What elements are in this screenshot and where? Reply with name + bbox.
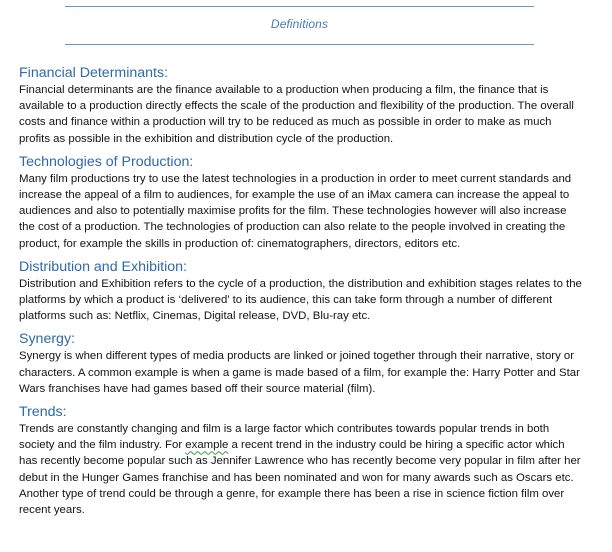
section-heading: Synergy: [19,331,75,348]
document-body [19,64,585,524]
section-paragraph: Distribution and Exhibition refers to the cycle of a production, the distribution and exhibition stages relates to the platforms by which a product is ‘delivered’ to its audience, this can take form through a number of different platforms such as: Netflix, Cinemas, Digital release, DVD, Blu-ray etc. [19,277,582,323]
section-heading: Distribution and Exhibition: [19,258,187,275]
section-trends [19,403,585,518]
title-block [65,6,534,45]
section-heading: Financial Determinants: [19,65,169,81]
section-paragraph: Financial determinants are the finance available to a production when producing a film, the finance that is available to a production directly effects the scale of the production and flexibility of the production. The overall costs and finance within a production will try to be reduced as much as possible in order to make as much profits as possible in the exhibition and distribution cycle of the production. [19,84,574,145]
section-technologies-of-production [19,153,585,252]
section-heading: Technologies of Production: [19,153,194,170]
section-paragraph: Synergy is when different types of media products are linked or joined together through their narrative, story or characters. A common example is when a game is made based of a film, for example the: Harry Potter and Star Wars franchises have had games based off their source material (film). [19,350,580,395]
section-paragraph [19,421,585,518]
section-synergy [19,330,585,397]
paragraph-text: a recent trend in the industry could be hiring a specific actor which has recently become popular such as Jennifer Lawrence who has recently become very popular in film after her debut in the Hunger Games franchise and has been nominated and won for many awards such as Oscars etc. Another type of trend could be through a genre, for example there has been a rise in science fiction film over recent years. [19,439,581,517]
page-title: Definitions [270,17,329,31]
spelling-flagged-word[interactable]: example [185,439,229,452]
section-financial-determinants [19,64,585,147]
section-heading: Trends: [19,404,67,421]
section-distribution-and-exhibition [19,258,585,325]
section-paragraph: Many film productions try to use the latest technologies in a production in order to meet current standards and increase the appeal of a film to audiences, for example the use of an iMax camera can increase the appeal to audiences and also to potentially maximise profits for the film. These technologies however will also increase the cost of a production. The technologies of production can also relate to the people involved in creating the product, for example the skills in production of: cinematographers, directors, editors etc. [19,172,572,250]
paragraph-text: Trends are constantly changing and film is a large factor which contributes towards popular trends in both society and the film industry. For [19,423,550,452]
